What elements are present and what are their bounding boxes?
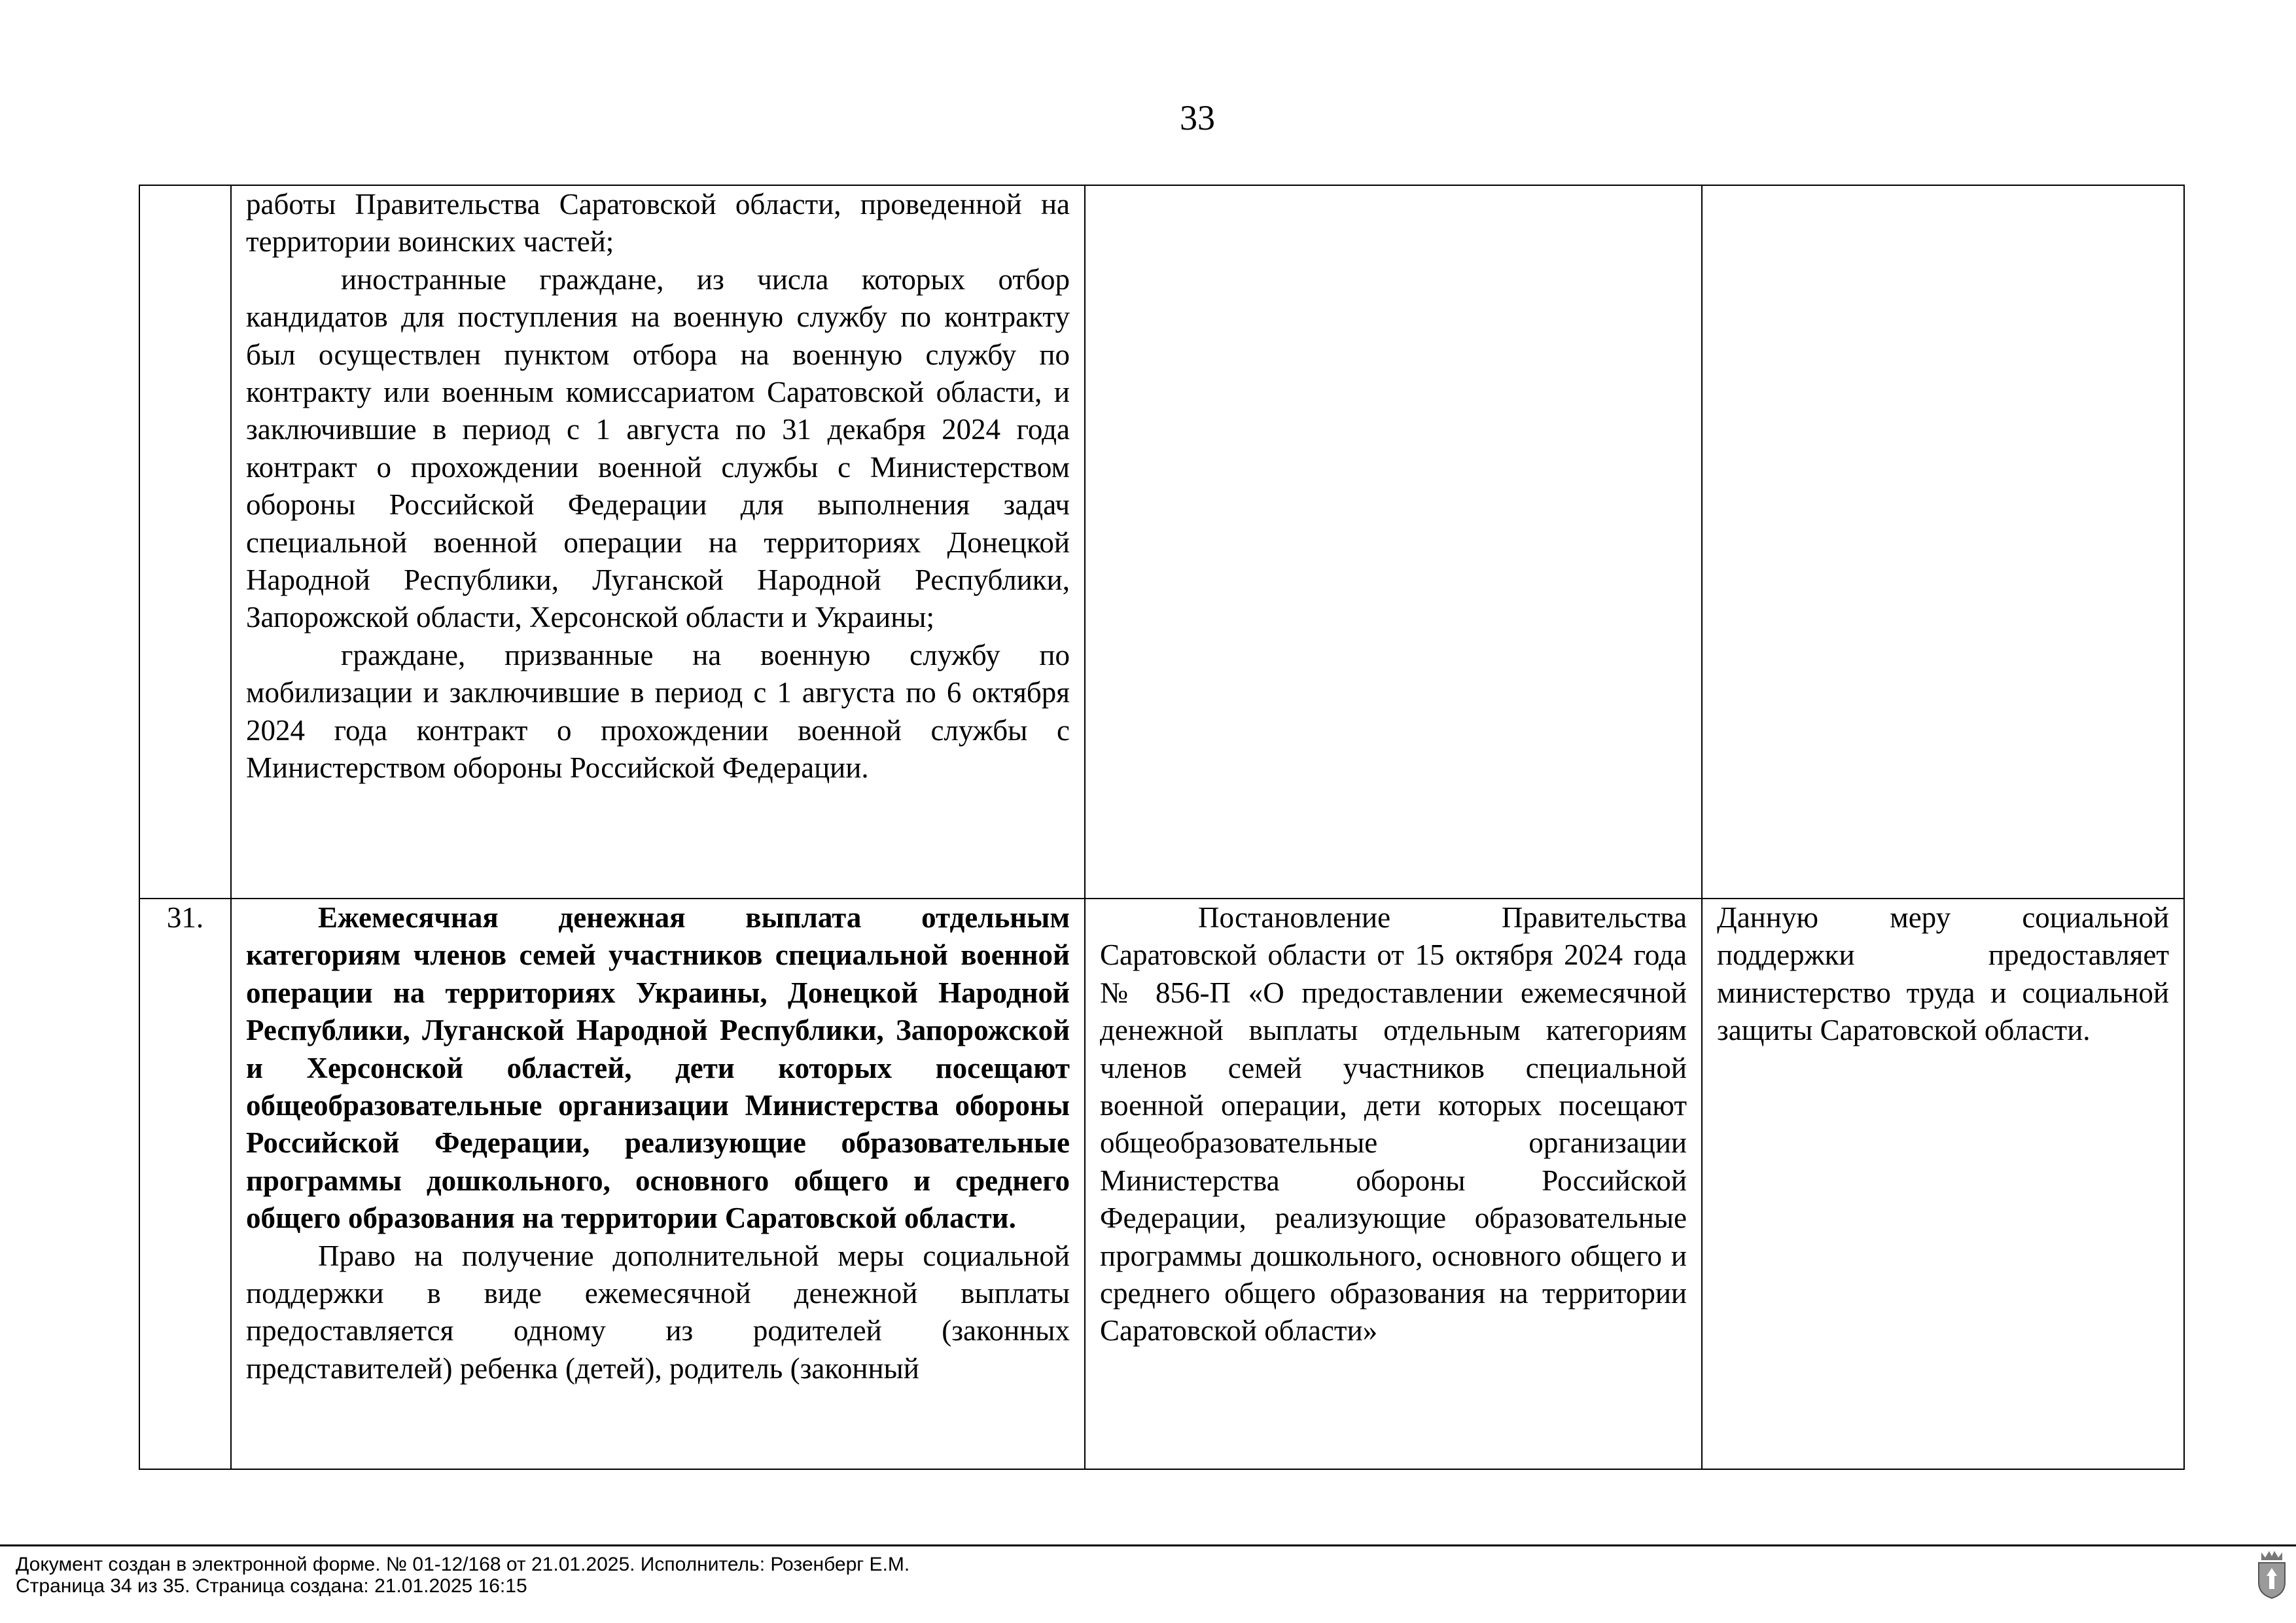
measures-table bbox=[139, 185, 2185, 1470]
footer-page-info: Страница 34 из 35. Страница создана: 21.01.2025 16:15 bbox=[16, 1575, 527, 1597]
description-paragraph: Право на получение дополнительной меры социальной поддержки в виде ежемесячной денежной выплаты предоставляется одному из родителей (законных представителей) ребенка (детей), родитель (законный bbox=[246, 1239, 1070, 1385]
footer-document-info: Документ создан в электронной форме. № 01-12/168 от 21.01.2025. Исполнитель: Розенберг Е.М. bbox=[16, 1554, 910, 1575]
table-row bbox=[139, 185, 2184, 899]
provider-cell bbox=[1702, 899, 2184, 1469]
provider-text: Данную меру социальной поддержки предоставляет министерство труда и социальной защиты Саратовской области. bbox=[1717, 901, 2169, 1047]
footer-divider bbox=[0, 1544, 2296, 1546]
description-paragraph: иностранные граждане, из числа которых отбор кандидатов для поступления на военную службу по контракту был осуществлен пунктом отбора на военную службу по контракту или военным комиссариатом Саратовской области, и заключившие в период с 1 августа по 31 декабря 2024 года контракт о прохождении военной службы с Министерством обороны Российской Федерации для выполнения задач специальной военной операции на территориях Донецкой Народной Республики, Луганской Народной Республики, Запорожской области, Херсонской области и Украины; bbox=[246, 262, 1070, 634]
legal-act-cell bbox=[1085, 899, 1702, 1469]
legal-act-text: Постановление Правительства Саратовской области от 15 октября 2024 года № 856-П «О предоставлении ежемесячной денежной выплаты отдельным категориям членов семей участников специальной военной операции, дети которых посещают общеобразовательные организации Министерства обороны Российской Федерации, реализующие образовательные программы дошкольного, основного общего и среднего общего образования на территории Саратовской области» bbox=[1100, 901, 1687, 1347]
legal-act-cell bbox=[1085, 185, 1702, 899]
description-cell bbox=[231, 899, 1085, 1469]
page-number: 33 bbox=[1180, 98, 1215, 137]
row-number: 31. bbox=[139, 899, 231, 1469]
row-number-cell bbox=[139, 185, 231, 899]
measure-title: Ежемесячная денежная выплата отдельным категориям членов семей участников специальной военной операции на территориях Украины, Донецкой Народной Республики, Луганской Народной Республики, Запорожской и Херсонской областей, дети которых посещают общеобразовательные организации Министерства обороны Российской Федерации, реализующие образовательные программы дошкольного, основного общего и среднего общего образования на территории Саратовской области. bbox=[246, 901, 1070, 1235]
description-paragraph: граждане, призванные на военную службу по мобилизации и заключившие в период с 1 августа по 6 октября 2024 года контракт о прохождении военной службы с Министерством обороны Российской Федерации. bbox=[246, 638, 1070, 785]
coat-of-arms-icon bbox=[2256, 1550, 2287, 1599]
table-row bbox=[139, 899, 2184, 1469]
description-paragraph: работы Правительства Саратовской области, проведенной на территории воинских частей; bbox=[246, 188, 1070, 259]
provider-cell bbox=[1702, 185, 2184, 899]
description-cell bbox=[231, 185, 1085, 899]
footer bbox=[16, 1554, 910, 1597]
